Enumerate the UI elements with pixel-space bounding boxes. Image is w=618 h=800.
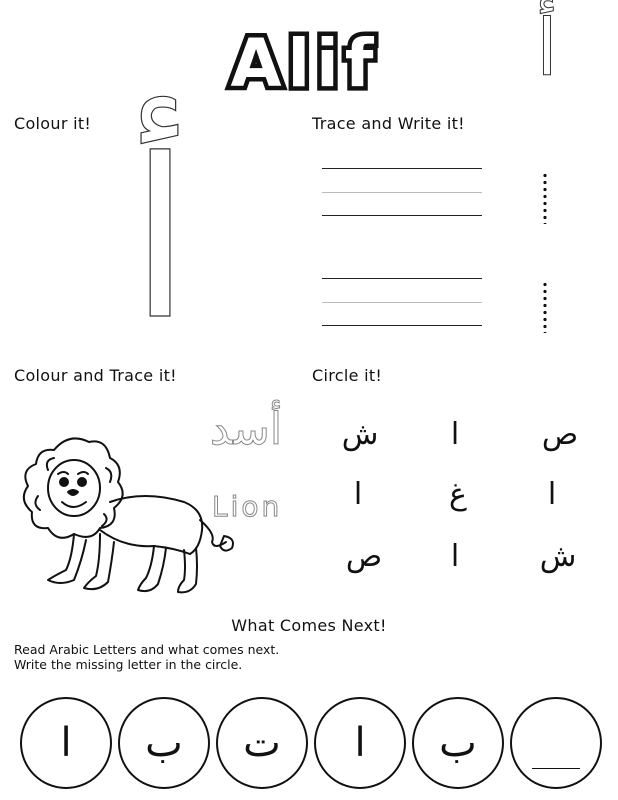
trace-dotted-alif-1 — [543, 172, 547, 224]
sequence-letter: ب — [145, 720, 183, 766]
trace-dotted-alif-2 — [543, 281, 547, 333]
sequence-circle — [412, 697, 504, 789]
what-next-heading: What Comes Next! — [231, 616, 387, 635]
trace-write-heading: Trace and Write it! — [312, 114, 465, 133]
circle-letter[interactable]: ص — [345, 539, 383, 574]
circle-letter[interactable]: ش — [539, 539, 577, 574]
sequence-circle — [314, 697, 406, 789]
instruction-line-2: Write the missing letter in the circle. — [14, 657, 243, 672]
trace-line-mid-1 — [322, 192, 482, 193]
circle-letter[interactable]: ا — [450, 539, 460, 574]
sequence-circle — [216, 697, 308, 789]
answer-blank-line[interactable] — [532, 768, 580, 769]
colour-trace-heading: Colour and Trace it! — [14, 366, 177, 385]
page-title: Alif — [230, 25, 380, 102]
trace-line-mid-2 — [322, 302, 482, 303]
circle-letter[interactable]: ش — [341, 417, 379, 452]
colour-it-letter: أ — [129, 112, 191, 368]
sequence-letter: ا — [354, 720, 366, 766]
sequence-letter: ب — [439, 720, 477, 766]
answer-circle[interactable] — [510, 697, 602, 789]
circle-letter[interactable]: ا — [353, 477, 363, 512]
lion-illustration — [14, 430, 244, 605]
trace-line-base-2 — [322, 325, 482, 326]
trace-line-top-1 — [322, 168, 482, 169]
trace-line-base-1 — [322, 215, 482, 216]
circle-letter[interactable]: ا — [547, 477, 557, 512]
title-letter-outline: أ — [536, 4, 558, 94]
sequence-circle — [118, 697, 210, 789]
english-word-trace: Lion — [212, 490, 283, 523]
arabic-word-trace: أسد — [209, 404, 283, 455]
sequence-letter: ت — [243, 720, 281, 766]
sequence-circle — [20, 697, 112, 789]
sequence-letter: ا — [60, 720, 72, 766]
colour-it-heading: Colour it! — [14, 114, 92, 133]
circle-letter[interactable]: غ — [449, 477, 467, 512]
circle-letter[interactable]: ا — [450, 417, 460, 452]
circle-it-heading: Circle it! — [312, 366, 383, 385]
trace-line-top-2 — [322, 278, 482, 279]
instruction-line-1: Read Arabic Letters and what comes next. — [14, 642, 280, 657]
circle-letter[interactable]: ص — [541, 417, 579, 452]
